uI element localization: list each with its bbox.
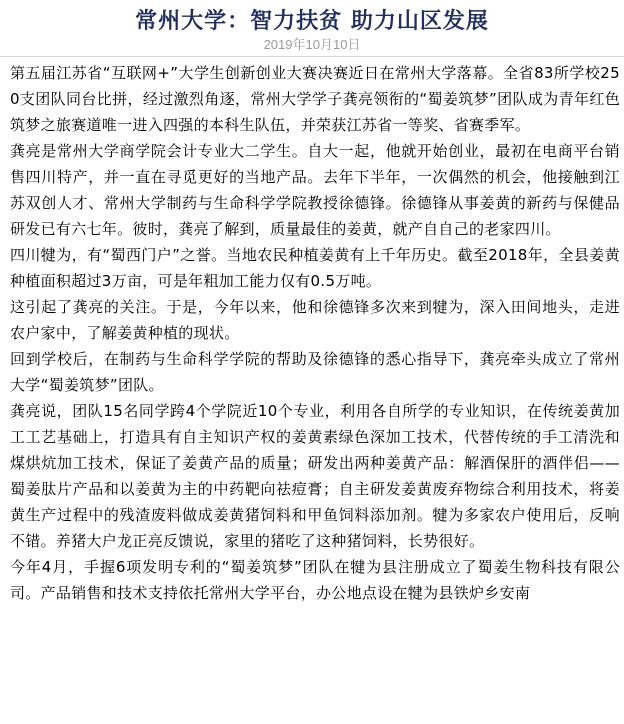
paragraph: 龚亮是常州大学商学院会计专业大二学生。自大一起，他就开始创业，最初在电商平台销售四川特产，并一直在寻觅更好的当地产品。去年下半年，一次偶然的机会，他接触到江苏双创人才、常州大学制药与生命科学学院教授徐德锋。徐德锋从事姜黄的新药与保健品研发已有六七年。彼时，龚亮了解到，质量最佳的姜黄，就产自自己的老家四川。 (10, 142, 620, 238)
paragraph: 这引起了龚亮的关注。于是，今年以来，他和徐德锋多次来到犍为，深入田间地头，走进农户家中，了解姜黄种植的现状。 (10, 298, 620, 342)
paragraph: 今年4月，手握6项发明专利的“蜀姜筑梦”团队在犍为县注册成立了蜀姜生物科技有限公司。产品销售和技术支持依托常州大学平台，办公地点设在犍为县铁炉乡安南 (10, 558, 620, 602)
paragraph: 龚亮说，团队15名同学跨4个学院近10个专业，利用各自所学的专业知识，在传统姜黄加工工艺基础上，打造具有自主知识产权的姜黄素绿色深加工技术，代替传统的手工清洗和煤烘炕加工技术，保证了姜黄产品的质量；研发出两种姜黄产品：解酒保肝的酒伴侣——蜀姜肽片产品和以姜黄为主的中药靶向祛痘膏；自主研发姜黄废弃物综合利用技术，将姜黄生产过程中的残渣废料做成姜黄猪饲料和甲鱼饲料添加剂。犍为多家农户使用后，反响不错。养猪大户龙正亮反馈说，家里的猪吃了这种猪饲料，长势很好。 (10, 402, 620, 550)
article-body (0, 57, 624, 606)
paragraph: 四川犍为，有“蜀西门户”之誉。当地农民种植姜黄有上千年历史。截至2018年，全县姜黄种植面积超过3万亩，可是年粗加工能力仅有0.5万吨。 (10, 246, 620, 290)
page-title: 常州大学：智力扶贫 助力山区发展 (135, 8, 489, 34)
paragraph: 第五届江苏省“互联网+”大学生创新创业大赛决赛近日在常州大学落幕。全省83所学校250支团队同台比拼，经过激烈角逐，常州大学学子龚亮领衔的“蜀姜筑梦”团队成为青年红色筑梦之旅赛道唯一进入四强的本科生队伍，并荣获江苏省一等奖、省赛季军。 (10, 64, 620, 134)
paragraph: 回到学校后，在制药与生命科学学院的帮助及徐德锋的悉心指导下，龚亮牵头成立了常州大学“蜀姜筑梦”团队。 (10, 350, 620, 394)
publish-date: 2019年10月10日 (263, 37, 361, 52)
